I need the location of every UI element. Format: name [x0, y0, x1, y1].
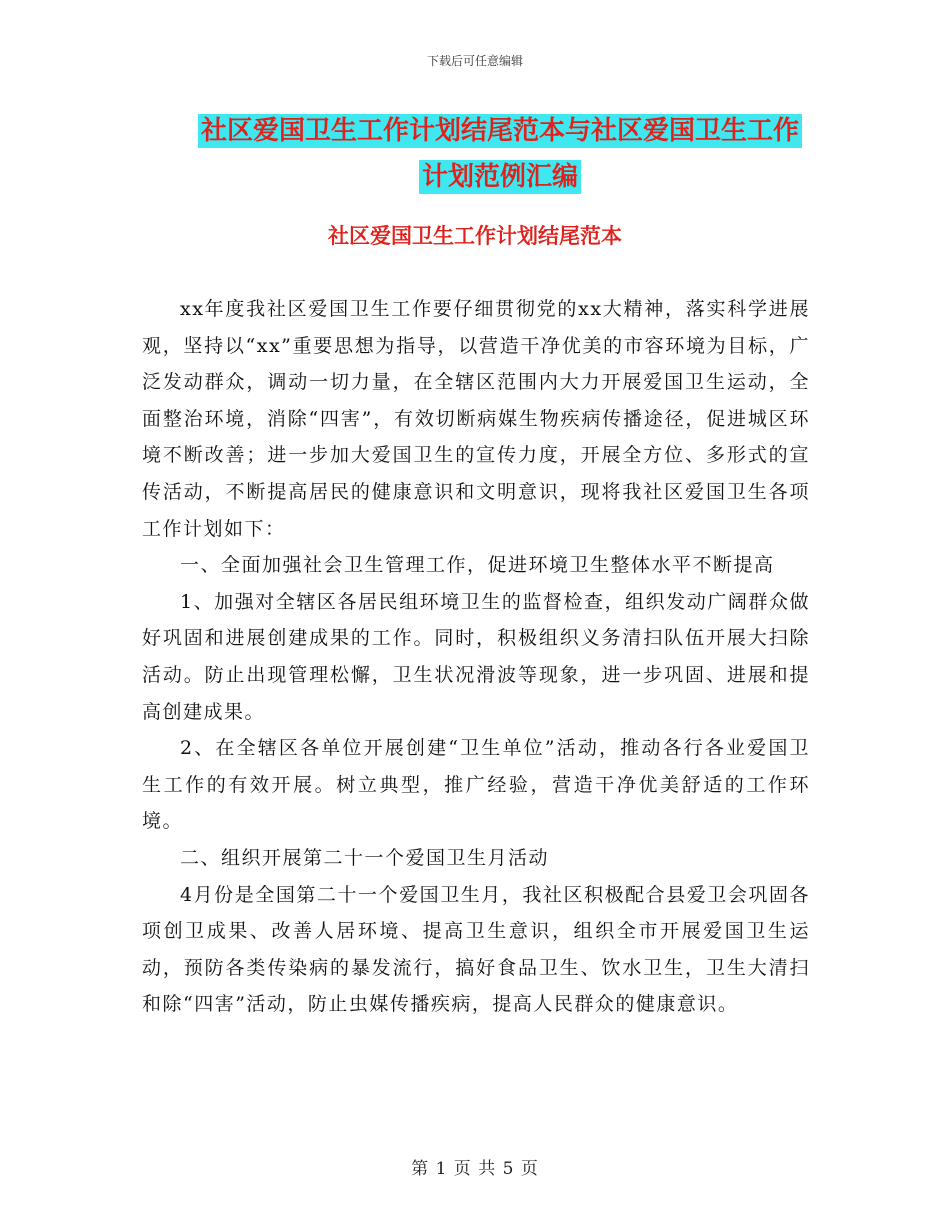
document-title-line1: 社区爱国卫生工作计划结尾范本与社区爱国卫生工作: [198, 114, 802, 148]
paragraph: 4月份是全国第二十一个爱国卫生月，我社区积极配合县爱卫会巩固各项创卫成果、改善人居环境、提高卫生意识，组织全市开展爱国卫生运动，预防各类传染病的暴发流行，搞好食品卫生、饮水卫生，卫生大清扫和除“四害”活动，防止虫媒传播疾病，提高人民群众的健康意识。: [142, 883, 810, 1016]
paragraph: xx年度我社区爱国卫生工作要仔细贯彻党的xx大精神，落实科学进展观，坚持以“xx”重要思想为指导，以营造干净优美的市容环境为目标，广泛发动群众，调动一切力量，在全辖区范围内大力开展爱国卫生运动，全面整治环境，消除“四害”，有效切断病媒生物疾病传播途径，促进城区环境不断改善；进一步加大爱国卫生的宣传力度，开展全方位、多形式的宣传活动，不断提高居民的健康意识和文明意识，现将我社区爱国卫生各项工作计划如下：: [142, 298, 810, 540]
paragraph: 1、加强对全辖区各居民组环境卫生的监督检查，组织发动广阔群众做好巩固和进展创建成果的工作。同时，积极组织义务清扫队伍开展大扫除活动。防止出现管理松懈，卫生状况滑波等现象，进一步巩固、进展和提高创建成果。: [142, 590, 810, 723]
document-body: [142, 291, 810, 1023]
document-title-line2: 计划范例汇编: [419, 160, 581, 194]
document-title: [150, 108, 850, 200]
paragraph: 2、在全辖区各单位开展创建“卫生单位”活动，推动各行各业爱国卫生工作的有效开展。树立典型，推广经验，营造干净优美舒适的工作环境。: [142, 737, 810, 833]
section-title: 社区爱国卫生工作计划结尾范本: [328, 224, 622, 248]
paragraph: 二、组织开展第二十一个爱国卫生月活动: [180, 846, 550, 869]
paragraph: 一、全面加强社会卫生管理工作，促进环境卫生整体水平不断提高: [180, 554, 775, 577]
page-number: 第 1 页 共 5 页: [411, 1159, 539, 1179]
page-header-note: 下载后可任意编辑: [426, 54, 523, 68]
